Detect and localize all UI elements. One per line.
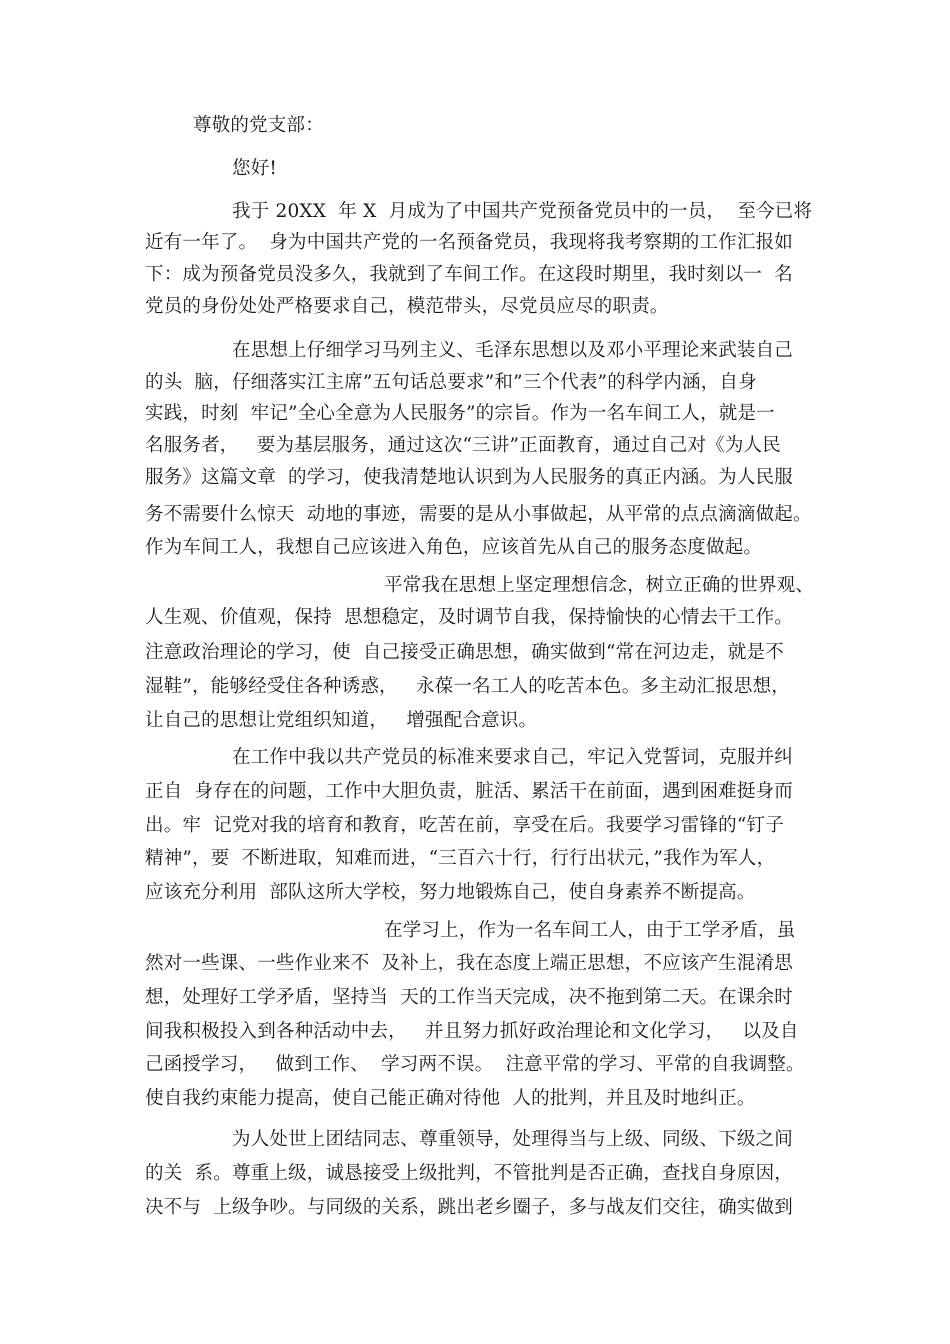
paragraph-3-line-1: 平常我在思想上坚定理想信念，树立正确的世界观、 (384, 575, 815, 596)
paragraph-1-line-1: 我于 20XX 年 X 月成为了中国共产党预备党员中的一员， 至今已将 (232, 201, 813, 222)
paragraph-6-line-2: 的关 系。尊重上级，诚恳接受上级批判，不管批判是否正确，查找自身原因， (145, 1163, 793, 1184)
paragraph-5-line-5: 己函授学习， 做到工作、 学习两不误。 注意平常的学习、平常的自我调整。 (145, 1054, 805, 1075)
paragraph-6-line-3: 决不与 上级争吵。与同级的关系，跳出老乡圈子，多与战友们交往，确实做到 (145, 1197, 793, 1218)
paragraph-5-line-4: 间我积极投入到各种活动中去， 并且努力抓好政治理论和文化学习， 以及自 (145, 1021, 799, 1042)
paragraph-4-line-2: 正自 身存在的问题，工作中大胆负责，脏活、累活干在前面，遇到困难挺身而 (145, 781, 793, 802)
paragraph-1-line-4: 党员的身份处处严格要求自己，模范带头，尽党员应尽的职责。 (145, 296, 669, 317)
paragraph-5-line-3: 想，处理好工学矛盾，坚持当 天的工作当天完成，决不拖到第二天。在课余时 (145, 987, 793, 1008)
paragraph-2-line-7: 作为车间工人，我想自己应该进入角色，应该首先从自己的服务态度做起。 (145, 537, 763, 558)
paragraph-5-line-1: 在学习上，作为一名车间工人，由于工学矛盾，虽 (384, 920, 796, 941)
paragraph-2-line-2: 的头 脑，仔细落实江主席”五句话总要求”和”三个代表”的科学内涵，自身 (145, 372, 757, 393)
paragraph-3-line-4: 湿鞋”，能够经受住各种诱惑， 永葆一名工人的吃苦本色。多主动汇报思想， (145, 676, 791, 697)
paragraph-3-line-2: 人生观、价值观，保持 思想稳定，及时调节自我，保持愉快的心情去干工作。 (145, 607, 793, 628)
paragraph-2-line-1: 在思想上仔细学习马列主义、毛泽东思想以及邓小平理论来武装自己 (232, 340, 794, 361)
paragraph-4-line-3: 出。牢 记党对我的培育和教育，吃苦在前，享受在后。我要学习雷锋的“钉子 (145, 815, 784, 836)
paragraph-1-line-3: 下：成为预备党员没多久，我就到了车间工作。在这段时期里，我时刻以一 名 (145, 264, 793, 285)
paragraph-4-line-5: 应该充分利用 部队这所大学校，努力地锻炼自己，使自身素养不断提高。 (145, 882, 756, 903)
greeting: 您好! (232, 158, 278, 179)
paragraph-4-line-4: 精神”，要 不断进取，知难而进，“三百六十行，行行出状元，”我作为军人， (145, 848, 776, 869)
paragraph-2-line-6: 务不需要什么惊天 动地的事迹，需要的是从小事做起，从平常的点点滴滴做起。 (145, 504, 812, 525)
paragraph-3-line-5: 让自己的思想让党组织知道， 增强配合意识。 (145, 710, 538, 731)
paragraph-1-line-2: 近有一年了。 身为中国共产党的一名预备党员，我现将我考察期的工作汇报如 (145, 232, 793, 253)
salutation: 尊敬的党支部： (193, 115, 324, 136)
paragraph-5-line-6: 使自我约束能力提高，使自己能正确对待他 人的批判，并且及时地纠正。 (145, 1088, 756, 1109)
paragraph-3-line-3: 注意政治理论的学习，使 自己接受正确思想，确实做到“常在河边走，就是不 (145, 642, 784, 663)
paragraph-4-line-1: 在工作中我以共产党员的标准来要求自己，牢记入党誓词，克服并纠 (232, 747, 794, 768)
paragraph-6-line-1: 为人处世上团结同志、尊重领导，处理得当与上级、同级、下级之间 (232, 1129, 794, 1150)
paragraph-2-line-3: 实践，时刻 牢记”全心全意为人民服务”的宗旨。作为一名车间工人，就是一 (145, 403, 775, 424)
paragraph-2-line-5: 服务》这篇文章 的学习，使我清楚地认识到为人民服务的真正内涵。为人民服 (145, 467, 793, 488)
paragraph-5-line-2: 然对一些课、一些作业来不 及补上，我在态度上端正思想，不应该产生混淆思 (145, 953, 793, 974)
paragraph-2-line-4: 名服务者， 要为基层服务，通过这次“三讲”正面教育，通过自己对《为人民 (145, 435, 781, 456)
